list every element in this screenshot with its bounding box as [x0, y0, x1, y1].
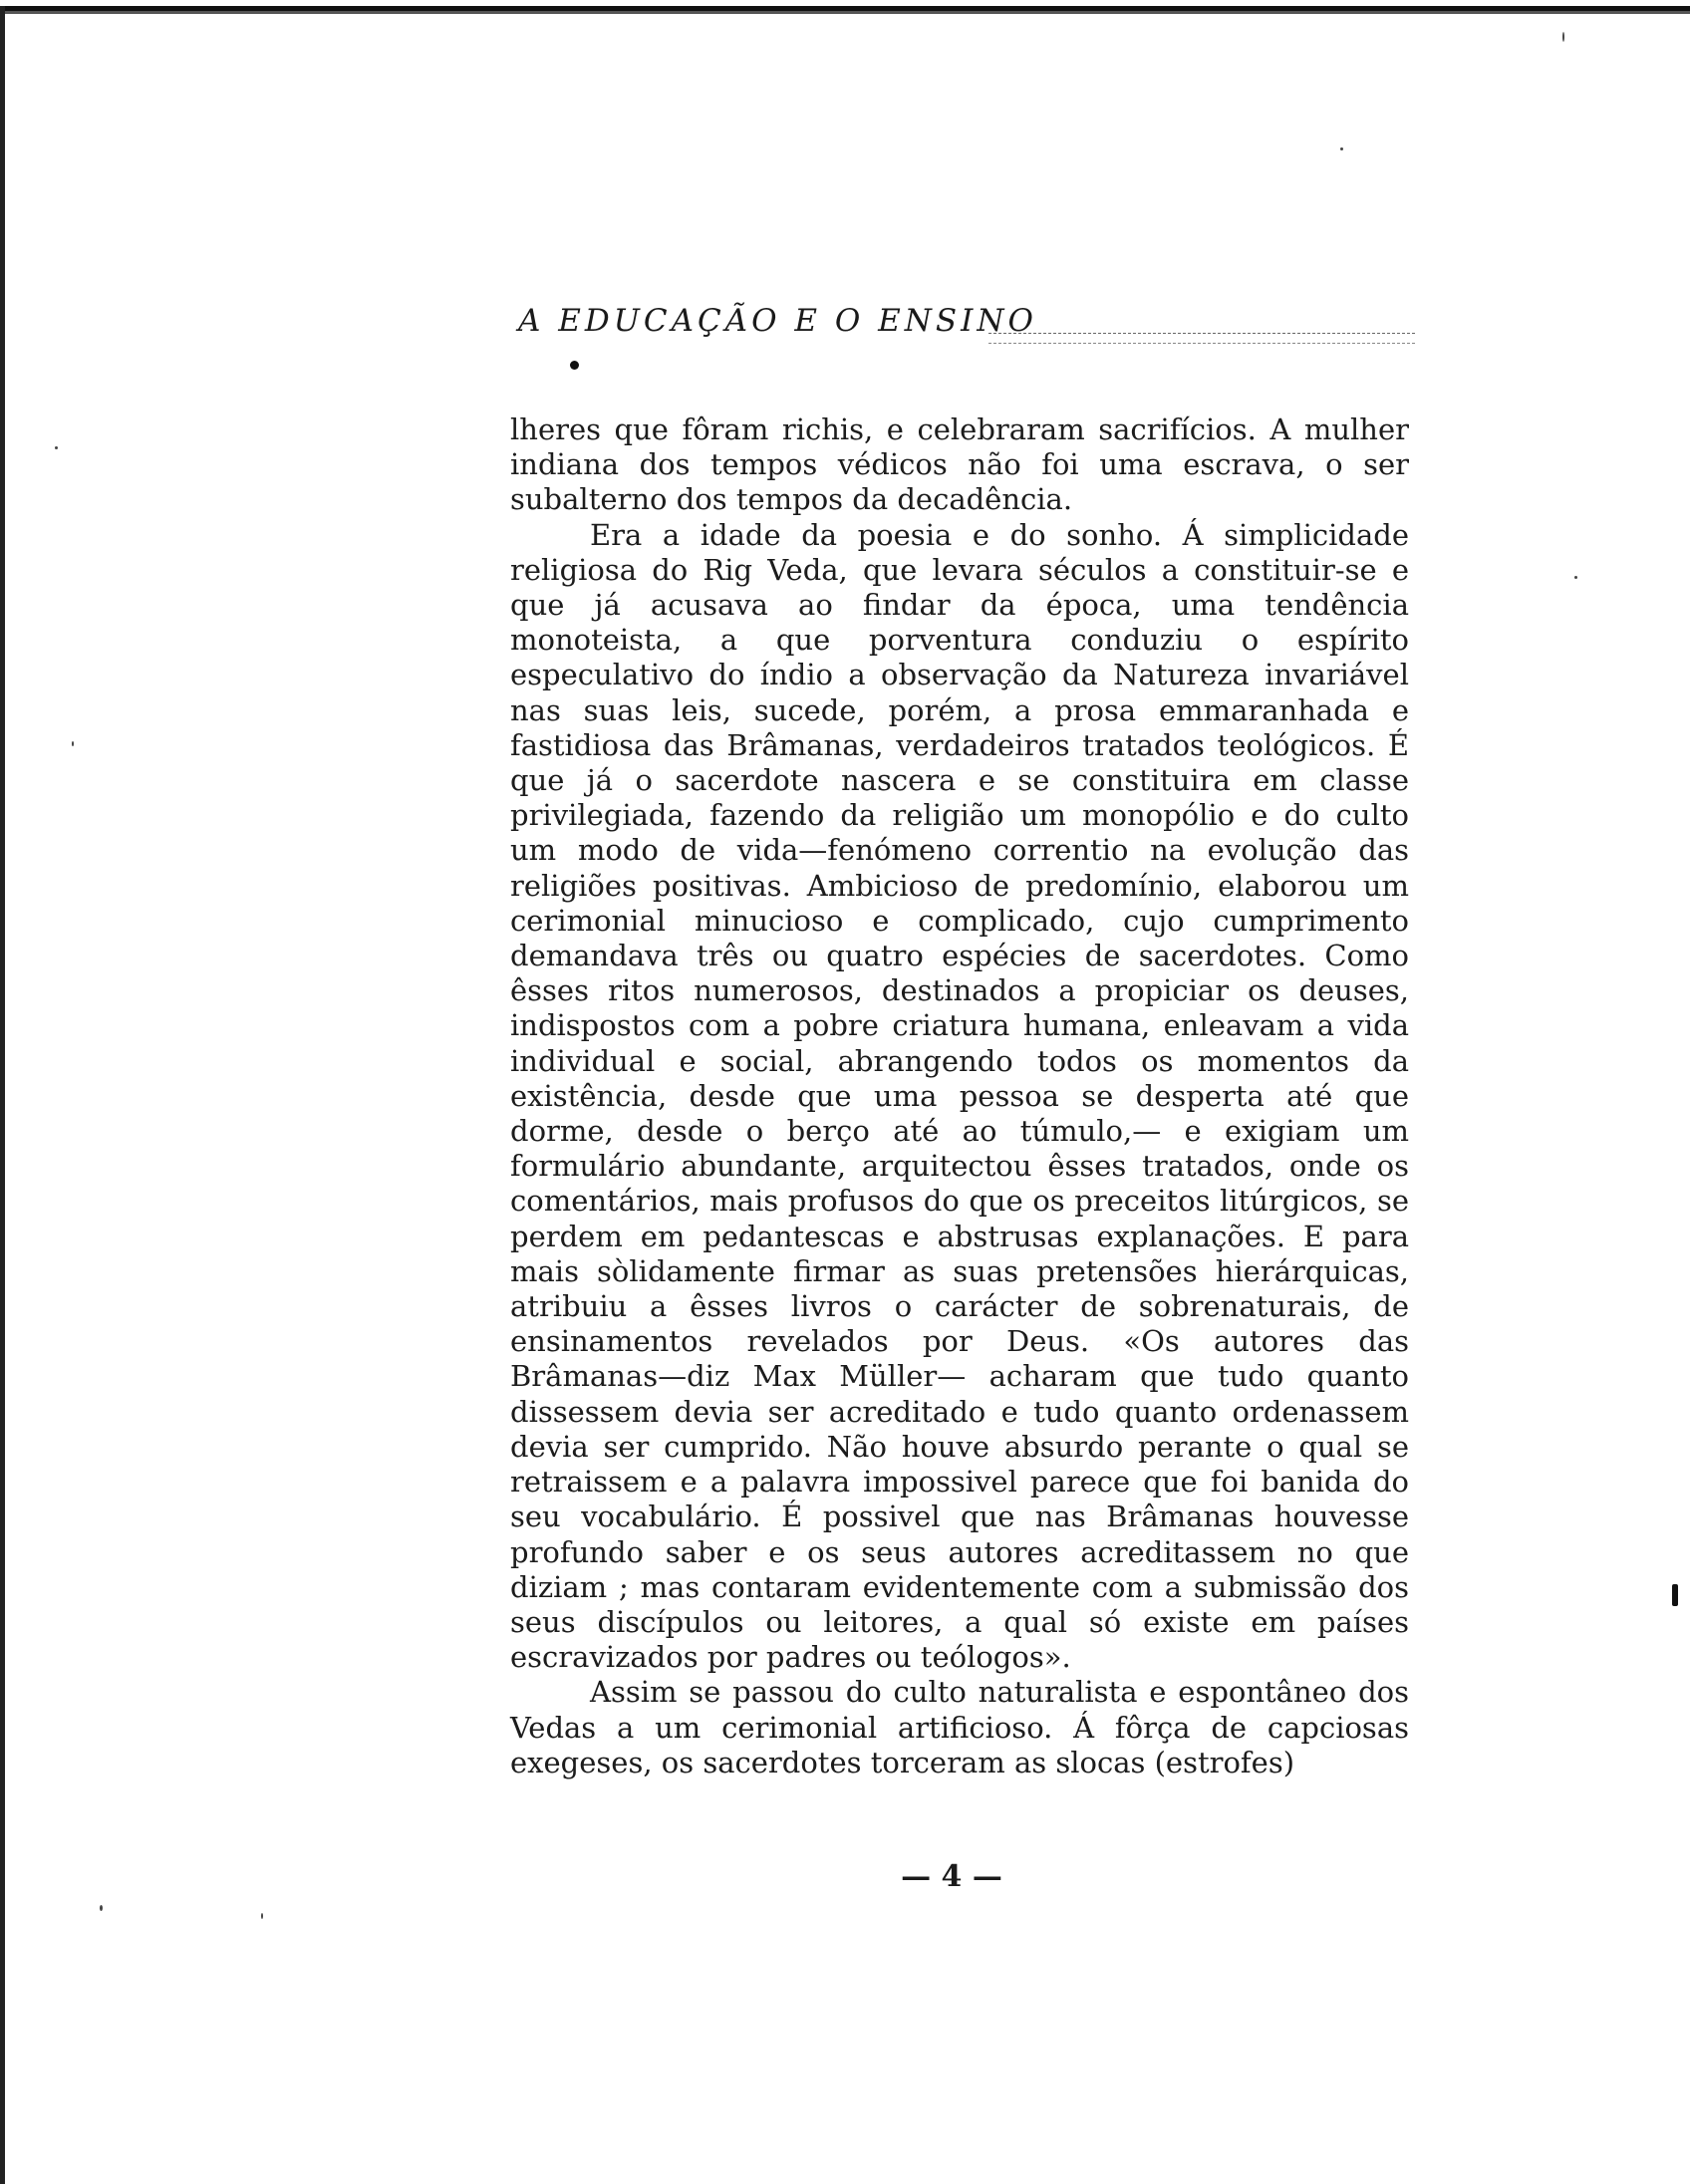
paragraph: Era a idade da poesia e do sonho. Á simplicidade religiosa do Rig Veda, que levara séculos a constituir-se e que já acusava ao findar da época, uma tendência monoteista, a que porventura conduziu o espírito especulativo do índio a observação da Natureza invariável nas suas leis, sucede, porém, a prosa emmaranhada e fastidiosa das Brâmanas, verdadeiros tratados teológicos. É que já o sacerdote nascera e se constituira em classe privilegiada, fazendo da religião um monopólio e do culto um modo de vida—fenómeno correntio na evolução das religiões positivas. Ambicioso de predomínio, elaborou um cerimonial minucioso e complicado, cujo cumprimento demandava três ou quatro espécies de sacerdotes. Como êsses ritos numerosos, destinados a propiciar os deuses, indispostos com a pobre criatura humana, enleavam a vida individual e social, abrangendo todos os momentos da existência, desde que uma pessoa se desperta até que dorme, desde o berço até ao túmulo,— e exigiam um formulário abundante, arquitectou êsses tratados, onde os comentários, mais profusos do que os preceitos litúrgicos, se perdem em pedantescas e abstrusas explanações. E para mais sòlidamente firmar as suas pretensões hierárquicas, atribuiu a êsses livros o carácter de sobrenaturais, de ensinamentos revelados por Deus. «Os autores das Brâmanas—diz Max Müller— acharam que tudo quanto dissessem devia ser acreditado e tudo quanto ordenassem devia ser cumprido. Não houve absurdo perante o qual se retraissem e a palavra impossivel parece que foi banida do seu vocabulário. É possivel que nas Brâmanas houvesse profundo saber e os seus autores acreditassem no que diziam ; mas contaram evidentemente com a submissão dos seus discípulos ou leitores, a qual só existe em países escravizados por padres ou teólogos». — [510, 517, 1409, 1675]
scan-edge-mark — [1672, 1584, 1678, 1606]
page-header — [518, 303, 1415, 351]
scan-speck — [100, 1905, 103, 1911]
scan-top-edge — [0, 6, 1690, 14]
scan-left-edge — [0, 6, 5, 2184]
page-number: — 4 — — [901, 1859, 1002, 1894]
scan-speck — [1574, 576, 1577, 579]
paragraph: lheres que fôram richis, e celebraram sacrifícios. A mulher indiana dos tempos védicos não foi uma escrava, o ser subalterno dos tempos da decadência. — [510, 412, 1409, 517]
scan-speck — [55, 446, 58, 449]
scan-speck — [261, 1913, 263, 1919]
running-header-title: A EDUCAÇÃO E O ENSINO — [518, 303, 1037, 339]
header-dot — [570, 361, 579, 370]
scan-speck — [1562, 32, 1564, 42]
scan-speck — [1340, 147, 1343, 150]
header-rule — [988, 333, 1415, 344]
body-text — [510, 412, 1409, 1780]
scan-speck — [72, 741, 74, 746]
paragraph: Assim se passou do culto naturalista e espontâneo dos Vedas a um cerimonial artificioso. Á fôrça de capciosas exegeses, os sacerdotes torceram as slocas (estrofes) — [510, 1675, 1409, 1779]
